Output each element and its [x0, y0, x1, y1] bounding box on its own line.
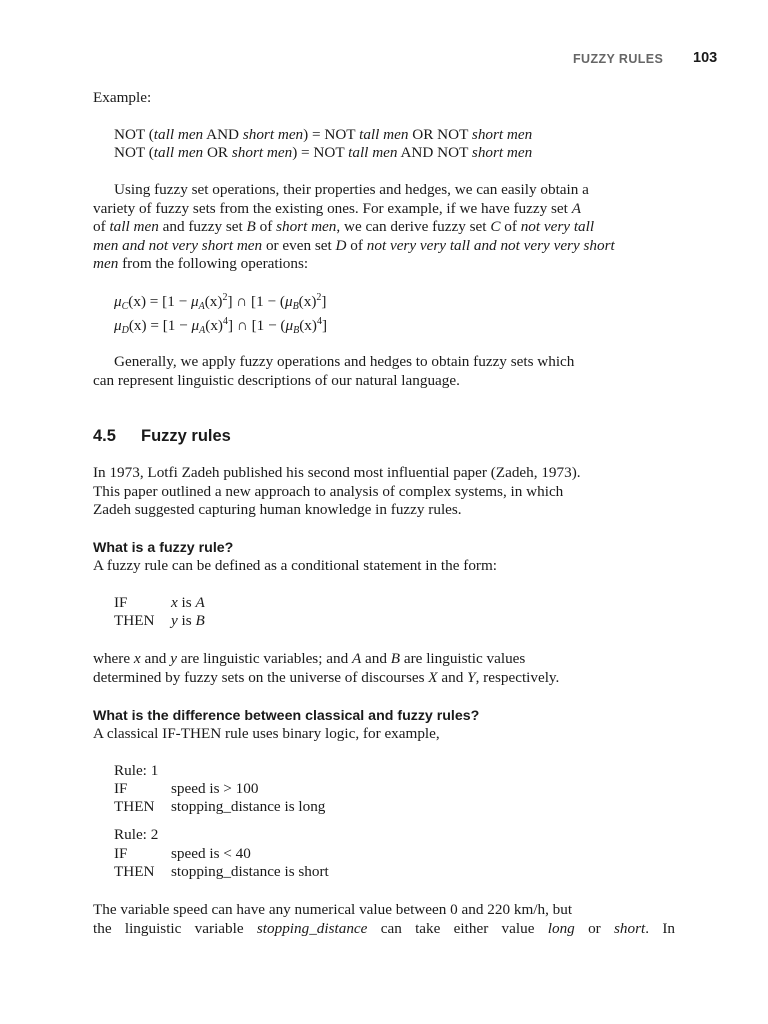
rule-2-then: THEN stopping_distance is short — [114, 863, 329, 880]
para4-line: where x and y are linguistic variables; and A and B are linguistic values — [93, 650, 526, 667]
para3-line: This paper outlined a new approach to analysis of complex systems, in which — [93, 482, 564, 500]
paragraph-generally — [93, 353, 675, 390]
para1-line: Using fuzzy set operations, their properties and hedges, we can easily obtain a — [114, 181, 589, 198]
para2-line: can represent linguistic descriptions of our natural language. — [93, 371, 460, 389]
para1-line: of tall men and fuzzy set B of short men, we can derive fuzzy set C of not very tall — [93, 218, 595, 235]
para4-line: determined by fuzzy sets on the universe of discourses X and Y, respectively. — [93, 668, 560, 686]
not-line-1: NOT (tall men AND short men) = NOT tall men OR NOT short men — [114, 126, 533, 143]
paragraph-where — [93, 650, 675, 687]
rule-1-then: THEN stopping_distance is long — [114, 798, 326, 815]
para1-line: men and not very short men or even set D of not very very tall and not very very short — [93, 236, 615, 254]
answer-classical-rule: A classical IF-THEN rule uses binary logic, for example, — [93, 725, 440, 742]
paragraph-variable-speed — [93, 901, 675, 938]
para1-line: variety of fuzzy sets from the existing ones. For example, if we have fuzzy set A — [93, 199, 581, 217]
if-line: IF x is A — [114, 594, 205, 611]
para1-line: men from the following operations: — [93, 255, 309, 272]
rule-2-if: IF speed is < 40 — [114, 845, 251, 862]
paragraph-fuzzy-set-operations — [93, 181, 675, 274]
then-line: THEN y is B — [114, 612, 205, 629]
page-number: 103 — [693, 50, 718, 66]
section-heading — [93, 427, 231, 446]
not-line-2: NOT (tall men OR short men) = NOT tall men AND NOT short men — [114, 144, 533, 161]
para5-line: The variable speed can have any numerical value between 0 and 220 km/h, but — [93, 901, 573, 918]
para3-line: Zadeh suggested capturing human knowledge in fuzzy rules. — [93, 501, 462, 518]
section-title: Fuzzy rules — [141, 427, 231, 445]
running-title: FUZZY RULES — [573, 52, 664, 66]
example-label: Example: — [93, 89, 152, 106]
section-number: 4.5 — [93, 427, 116, 445]
rule-2-label: Rule: 2 — [114, 826, 159, 843]
rule-1-if: IF speed is > 100 — [114, 780, 259, 797]
paragraph-zadeh — [93, 464, 675, 520]
equation-mu-c: $\mu_C(x) = [1 - \mu_A(x)^2]$ ∩ [$1 - (\mu_B(x)^2]$ — [114, 292, 327, 312]
answer-fuzzy-rule: A fuzzy rule can be defined as a conditional statement in the form: — [93, 557, 498, 574]
para2-line: Generally, we apply fuzzy operations and hedges to obtain fuzzy sets which — [114, 353, 575, 370]
equation-mu-d: $\mu_D(x) = [1 - \mu_A(x)^4]$ ∩ [$1 - (\mu_B(x)^4]$ — [114, 316, 328, 336]
rule-1-label: Rule: 1 — [114, 762, 159, 779]
para3-line: In 1973, Lotfi Zadeh published his second most influential paper (Zadeh, 1973). — [93, 464, 581, 481]
question-heading-classical-vs-fuzzy: What is the difference between classical and fuzzy rules? — [93, 708, 480, 724]
para5-line: the linguistic variable stopping_distance can take either value long or short. In — [93, 919, 675, 937]
question-heading-fuzzy-rule: What is a fuzzy rule? — [93, 540, 234, 556]
